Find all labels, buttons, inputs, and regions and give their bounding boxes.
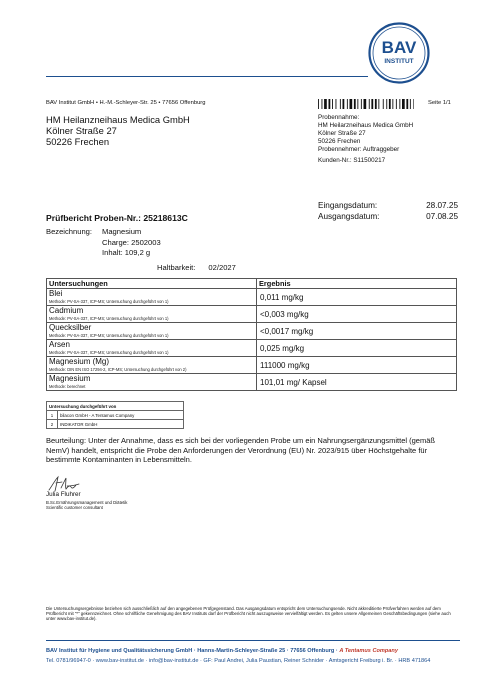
table-row bbox=[47, 306, 457, 323]
parameter-value: <0,0017 mg/kg bbox=[257, 323, 457, 340]
issued-date: 07.08.25 bbox=[426, 211, 458, 221]
product-name: Magnesium bbox=[102, 227, 142, 236]
barcode bbox=[318, 96, 414, 106]
parameter-value: 111000 mg/kg bbox=[257, 357, 457, 374]
recipient-address bbox=[46, 114, 190, 147]
barcode-bar bbox=[406, 99, 408, 109]
barcode-bar bbox=[364, 99, 367, 109]
barcode-bar bbox=[324, 99, 327, 109]
barcode-bar bbox=[389, 99, 391, 109]
footer bbox=[46, 646, 460, 666]
parameter-name: Arsen bbox=[49, 340, 70, 350]
table-row bbox=[47, 289, 457, 306]
table-row bbox=[47, 374, 457, 391]
barcode-bar bbox=[386, 99, 387, 109]
batch-number: Charge: 2502003 bbox=[102, 237, 161, 247]
barcode-bar bbox=[396, 99, 397, 109]
parameter-method: Methode: PV-SA-337, ICP-MS; Untersuchung durchgeführt von 1) bbox=[49, 315, 169, 321]
barcode-bar bbox=[383, 99, 384, 109]
barcode-bar bbox=[402, 99, 405, 109]
parameter-method: Methode: PV-SA-337, ICP-MS; Untersuchung durchgeführt von 1) bbox=[49, 332, 169, 338]
sampling-line: Kölner Straße 27 bbox=[318, 130, 366, 137]
table-row bbox=[47, 420, 184, 429]
footer-company-info: BAV Institut für Hygiene und Qualitätssicherung GmbH · Hanns-Martin-Schleyer-Straße 25 · 77656 Offenburg · bbox=[46, 648, 340, 654]
parameter-value: 0,025 mg/kg bbox=[257, 340, 457, 357]
received-date: 28.07.25 bbox=[426, 201, 458, 210]
footer-rule bbox=[46, 640, 460, 641]
sampling-info bbox=[318, 114, 413, 154]
shelf-life-value: 02/2027 bbox=[208, 263, 236, 272]
barcode-bar bbox=[322, 99, 323, 109]
signatory-qualification: B.Sc.Ernährungsmanagement und Diätetik bbox=[46, 500, 128, 505]
parameter-method: Methode: PV-SA-337, ICP-MS; Untersuchung durchgeführt von 1) bbox=[49, 298, 169, 304]
recipient-line: 50226 Frechen bbox=[46, 136, 110, 147]
lab-number: 2 bbox=[47, 420, 58, 429]
barcode-bar bbox=[410, 99, 411, 109]
footer-brand: A Tentamus Company bbox=[339, 648, 398, 654]
barcode-bar bbox=[340, 99, 341, 109]
parameter-name: Quecksilber bbox=[49, 323, 92, 333]
parameter-method: Methode: berechnet bbox=[49, 383, 86, 389]
barcode-bar bbox=[329, 99, 331, 109]
barcode-bar bbox=[354, 99, 356, 109]
sampling-line: Probennahme: bbox=[318, 114, 360, 121]
column-header-tests: Untersuchungen bbox=[47, 279, 257, 289]
content-amount: Inhalt: 109,2 g bbox=[102, 248, 151, 257]
table-row bbox=[47, 340, 457, 357]
customer-number: Kunden-Nr.: S11500217 bbox=[318, 157, 386, 164]
barcode-bar bbox=[392, 99, 393, 109]
parameter-method: Methode: PV-SA-337, ICP-MS; Untersuchung durchgeführt von 1) bbox=[49, 349, 169, 355]
barcode-bar bbox=[350, 99, 353, 109]
header-rule bbox=[46, 76, 368, 77]
parameter-name: Magnesium (Mg) bbox=[49, 357, 110, 367]
signatory-name: Julia Fluhrer bbox=[46, 491, 81, 498]
sampling-line: Probennehmer: Auftraggeber bbox=[318, 146, 400, 153]
description-label: Bezeichnung: bbox=[46, 227, 93, 236]
results-table bbox=[46, 278, 457, 391]
barcode-bar bbox=[399, 99, 400, 109]
barcode-bar bbox=[375, 99, 377, 109]
barcode-bar bbox=[413, 99, 414, 109]
signatory-title: Scientific customer consultant bbox=[46, 505, 103, 510]
barcode-bar bbox=[357, 99, 358, 109]
barcode-bar bbox=[336, 99, 337, 109]
barcode-bar bbox=[347, 99, 348, 109]
barcode-bar bbox=[361, 99, 362, 109]
column-header-result: Ergebnis bbox=[257, 279, 457, 289]
barcode-bar bbox=[343, 99, 345, 109]
disclaimer-text: Die Untersuchungsergebnisse beziehen sich ausschließlich auf den angegebenen Prüfgegenstand. Das Ausgangsdatum entspricht dem Untersuchungsende. Nicht akkreditierte Prüfverfahren werden auf dem Prüfbericht mit "*" gekennzeichnet. Ohne schriftliche Genehmigung des BAV Instituts darf der Prüfbericht nicht auszugsweise vervielfältigt werden. Es gelten unsere Allgemeinen Geschäftsbedingungen (siehe auch unter www.bav-institut.de). bbox=[46, 606, 451, 621]
lab-name: INDIKATOR GmbH bbox=[58, 420, 184, 429]
labs-header: Untersuchung durchgeführt von bbox=[47, 402, 184, 411]
barcode-bar bbox=[369, 99, 370, 109]
table-row bbox=[47, 323, 457, 340]
sender-line: BAV Institut GmbH • H.-M.-Schleyer-Str. 25 • 77656 Offenburg bbox=[46, 100, 206, 106]
received-label: Eingangsdatum: bbox=[318, 201, 378, 210]
assessment-text: Beurteilung: Unter der Annahme, dass es sich bei der vorliegenden Probe um ein Nahrungsergänzungsmittel (gemäß NemV) handelt, entspricht die Probe den Anforderungen der Verordnung (EU) Nr. 2023/915 über Höchstgehalte für bestimmte Kontaminanten in Lebensmitteln. bbox=[46, 436, 435, 465]
results-header-row bbox=[47, 279, 457, 289]
recipient-line: HM Heilanzneihaus Medica GmbH bbox=[46, 114, 190, 125]
report-title: Prüfbericht Proben-Nr.: 25218613C bbox=[46, 213, 188, 223]
parameter-value: <0,003 mg/kg bbox=[257, 306, 457, 323]
parameter-value: 0,011 mg/kg bbox=[257, 289, 457, 306]
logo-text-sub: INSTITUT bbox=[384, 58, 414, 65]
labs-header-row bbox=[47, 402, 184, 411]
table-row bbox=[47, 357, 457, 374]
lab-number: 1 bbox=[47, 411, 58, 420]
barcode-bar bbox=[318, 99, 319, 109]
issued-label: Ausgangsdatum: bbox=[318, 211, 380, 221]
table-row bbox=[47, 411, 184, 420]
footer-line-company bbox=[46, 646, 460, 656]
shelf-life-label: Haltbarkeit: bbox=[157, 263, 196, 272]
parameter-method: Methode: DIN EN ISO 17294-2, ICP-MS; Untersuchung durchgeführt von 2) bbox=[49, 366, 187, 372]
parameter-name: Blei bbox=[49, 289, 63, 299]
page-number: Seite 1/1 bbox=[428, 100, 451, 106]
lab-name: bilacon GmbH - A Tentamus Company bbox=[58, 411, 184, 420]
parameter-value: 101,01 mg/ Kapsel bbox=[257, 374, 457, 391]
signatory-role bbox=[46, 500, 127, 510]
sampling-line: 50226 Frechen bbox=[318, 138, 361, 145]
barcode-bar bbox=[332, 99, 333, 109]
bav-logo bbox=[368, 22, 430, 84]
parameter-name: Cadmium bbox=[49, 306, 84, 316]
barcode-bar bbox=[371, 99, 373, 109]
logo-text-main: BAV bbox=[381, 38, 417, 57]
footer-contact-info: Tel. 0781/96947-0 · www.bav-institut.de · info@bav-institut.de · GF: Paul Andrei, Julia Paustian, Reiner Schnider · Amtsgericht Freiburg i. Br. · HRB 471864 bbox=[46, 658, 431, 664]
sampling-line: HM Heilarzneihaus Medica GmbH bbox=[318, 122, 414, 129]
recipient-line: Kölner Straße 27 bbox=[46, 125, 117, 136]
parameter-name: Magnesium bbox=[49, 374, 91, 384]
barcode-bar bbox=[378, 99, 379, 109]
shelf-life bbox=[157, 263, 236, 272]
laboratories-table bbox=[46, 401, 184, 429]
date-block bbox=[318, 201, 458, 222]
